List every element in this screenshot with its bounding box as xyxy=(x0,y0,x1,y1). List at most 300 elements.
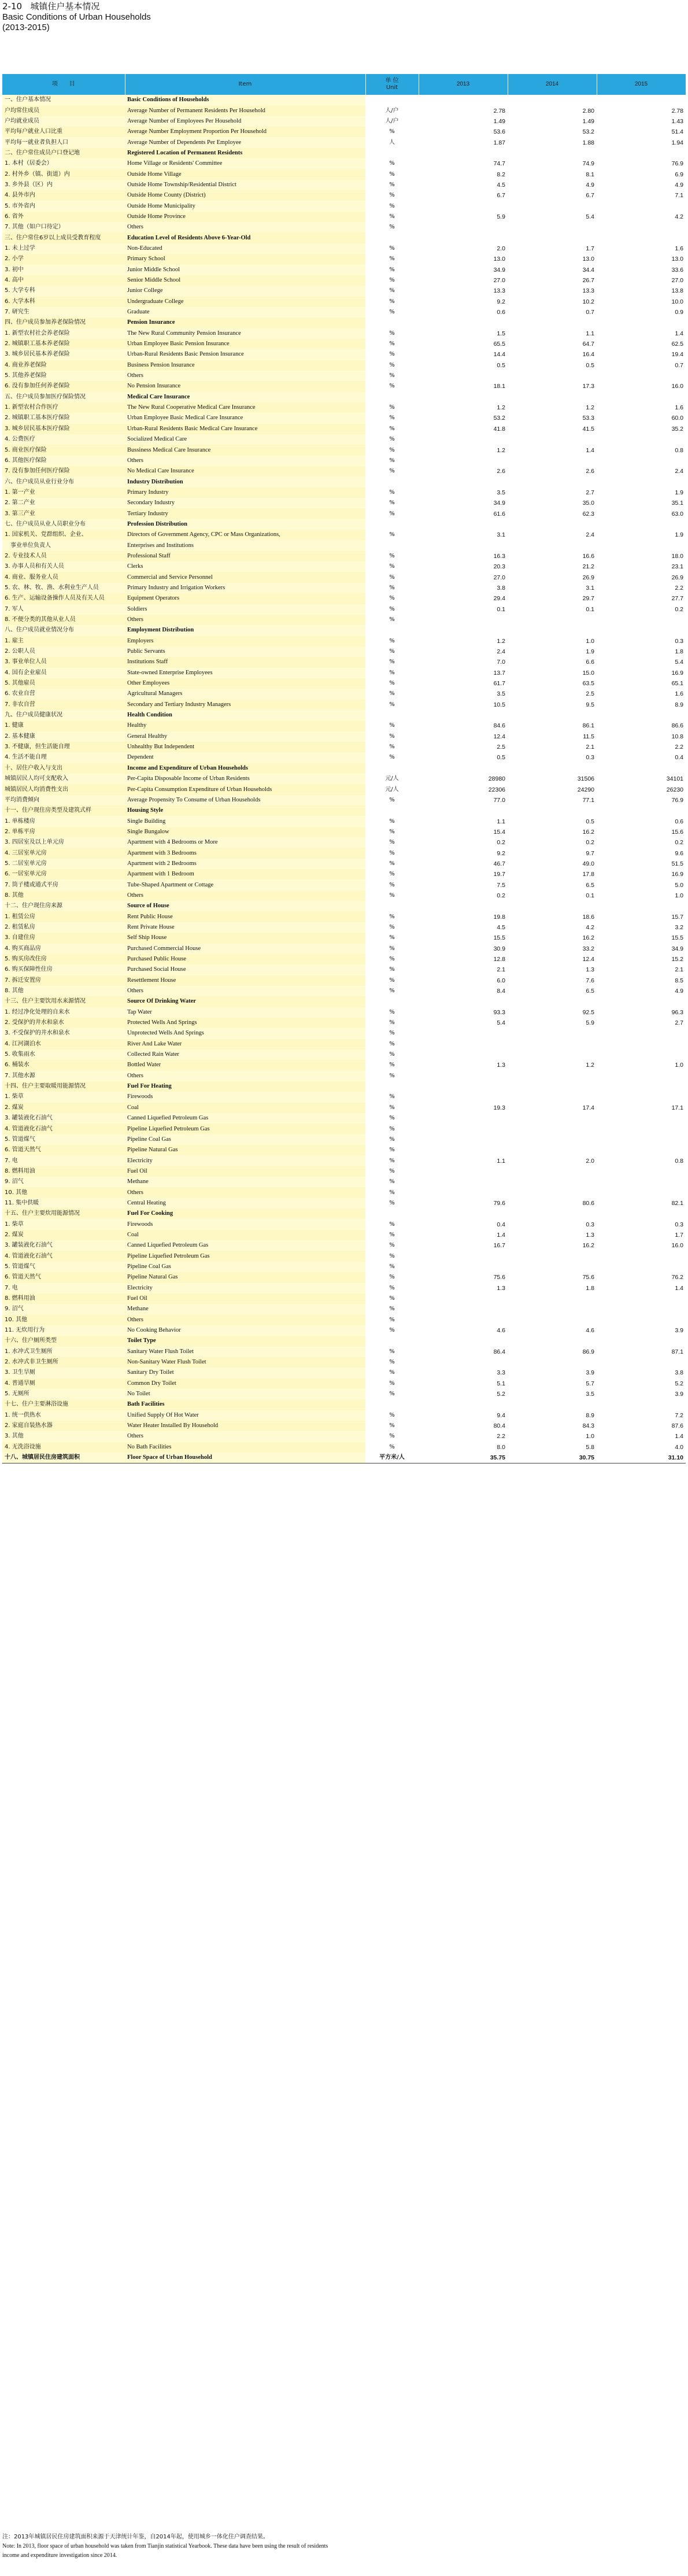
table-row xyxy=(2,848,686,858)
value-2015-cell xyxy=(597,1357,686,1368)
value-2013-cell xyxy=(419,1208,508,1219)
value-2014-cell: 41.5 xyxy=(508,424,597,434)
item-en-cell: Bottled Water xyxy=(127,1062,161,1069)
item-en-cell: General Healthy xyxy=(127,733,168,740)
value-2013-cell xyxy=(419,476,508,487)
unit-cell: % xyxy=(365,275,419,286)
unit-cell: % xyxy=(365,349,419,360)
value-2015-cell: 35.1 xyxy=(597,498,686,508)
value-2015-cell xyxy=(597,615,686,625)
item-en-cell: Socialized Medical Care xyxy=(127,436,187,443)
value-2014-cell xyxy=(508,1123,597,1134)
item-cn-cell: 6. 生产、运输设备操作人员及有关人员 xyxy=(5,595,105,602)
item-cn-cell: 7. 拆迁安置房 xyxy=(5,977,41,984)
value-2013-cell xyxy=(419,222,508,232)
value-2014-cell: 92.5 xyxy=(508,1007,597,1018)
value-2015-cell: 96.3 xyxy=(597,1007,686,1018)
unit-cell xyxy=(365,95,419,105)
table-row xyxy=(2,1007,686,1018)
item-cn-cell: 4. 生活不能自理 xyxy=(5,754,47,761)
item-en-cell: Single Bungalow xyxy=(127,828,169,835)
value-2014-cell xyxy=(508,1145,597,1155)
value-2013-cell xyxy=(419,1049,508,1060)
item-cn-cell: 十八、城镇居民住房建筑面积 xyxy=(2,1453,125,1463)
item-cn-cell: 十二、住户现住房来源 xyxy=(5,903,62,910)
value-2014-cell: 17.8 xyxy=(508,869,597,879)
table-row xyxy=(2,1177,686,1187)
unit-cell: % xyxy=(365,222,419,232)
header-item-cn: 项 目 xyxy=(2,74,125,95)
item-en-cell: Healthy xyxy=(127,722,147,729)
value-2015-cell xyxy=(597,95,686,105)
value-2015-cell: 5.4 xyxy=(597,657,686,667)
item-cn-cell: 十一、住户现住房类型及建筑式样 xyxy=(5,807,91,814)
value-2013-cell xyxy=(419,805,508,816)
item-cn-cell: 1. 柴草 xyxy=(5,1093,24,1100)
item-cn-cell: 3. 事业单位人员 xyxy=(5,659,47,666)
item-en-cell: Undergraduate College xyxy=(127,298,184,305)
item-cn-cell: 1. 经过净化处理的自来水 xyxy=(5,1008,70,1015)
value-2013-cell: 1.87 xyxy=(419,137,508,147)
item-cn-cell: 2. 城镇职工基本养老保险 xyxy=(5,341,70,348)
item-en-cell: Urban Employee Basic Medical Care Insurance xyxy=(127,415,243,422)
item-cn-cell: 8. 其他 xyxy=(5,988,24,995)
value-2013-cell: 0.2 xyxy=(419,837,508,848)
table-row xyxy=(2,1283,686,1293)
item-en-cell: Urban-Rural Residents Basic Medical Care Insurance xyxy=(127,425,258,432)
table-row xyxy=(2,1410,686,1421)
item-en-cell: Average Number of Dependents Per Employee xyxy=(127,139,242,146)
value-2015-cell: 26.9 xyxy=(597,572,686,582)
value-2014-cell: 1.7 xyxy=(508,243,597,254)
item-cn-cell: 7. 研究生 xyxy=(5,309,29,316)
value-2015-cell: 15.6 xyxy=(597,827,686,837)
item-en-cell: Health Condition xyxy=(127,712,172,719)
item-en-cell: Fuel For Heating xyxy=(127,1083,172,1090)
unit-cell: % xyxy=(365,1007,419,1018)
item-en-cell: No Toilet xyxy=(127,1391,150,1398)
value-2013-cell xyxy=(419,1092,508,1102)
value-2014-cell: 16.4 xyxy=(508,349,597,360)
item-en-cell: River And Lake Water xyxy=(127,1040,182,1047)
value-2013-cell xyxy=(419,1145,508,1155)
table-row xyxy=(2,243,686,254)
item-en-cell: Fuel Oil xyxy=(127,1295,147,1302)
value-2014-cell xyxy=(508,901,597,911)
value-2015-cell xyxy=(597,1251,686,1261)
table-row xyxy=(2,752,686,763)
value-2015-cell: 1.9 xyxy=(597,487,686,498)
value-2014-cell xyxy=(508,476,597,487)
value-2015-cell: 1.9 xyxy=(597,530,686,540)
item-en-cell: Primary Industry and Irrigation Workers xyxy=(127,584,225,591)
item-cn-cell: 5. 管道煤气 xyxy=(5,1136,35,1143)
value-2013-cell xyxy=(419,1177,508,1187)
table-row xyxy=(2,1368,686,1378)
unit-cell: 人/户 xyxy=(365,116,419,127)
value-2013-cell: 18.1 xyxy=(419,381,508,391)
value-2014-cell xyxy=(508,1039,597,1049)
item-en-cell: Coal xyxy=(127,1104,139,1111)
table-row xyxy=(2,212,686,222)
value-2015-cell: 2.7 xyxy=(597,1018,686,1028)
table-row xyxy=(2,169,686,179)
value-2014-cell: 5.9 xyxy=(508,1018,597,1028)
value-2014-cell: 1.88 xyxy=(508,137,597,147)
unit-cell: % xyxy=(365,859,419,869)
unit-cell: % xyxy=(365,201,419,211)
value-2015-cell: 4.9 xyxy=(597,986,686,996)
table-row xyxy=(2,402,686,413)
value-2014-cell xyxy=(508,201,597,211)
value-2014-cell xyxy=(508,1336,597,1346)
table-row xyxy=(2,668,686,678)
unit-cell: % xyxy=(365,1092,419,1102)
value-2013-cell: 30.9 xyxy=(419,944,508,954)
value-2015-cell: 76.2 xyxy=(597,1272,686,1283)
item-en-cell: Others xyxy=(127,988,143,995)
table-row xyxy=(2,434,686,445)
table-row xyxy=(2,890,686,901)
value-2014-cell: 3.1 xyxy=(508,583,597,593)
item-cn-cell: 2. 受保护的井水和泉水 xyxy=(5,1019,64,1026)
table-row xyxy=(2,328,686,339)
item-cn-cell: 户均常住成员 xyxy=(5,107,39,114)
value-2013-cell: 15.4 xyxy=(419,827,508,837)
unit-cell: % xyxy=(365,1166,419,1177)
value-2013-cell: 4.5 xyxy=(419,180,508,190)
item-en-cell: Rent Private House xyxy=(127,923,175,930)
value-2013-cell: 13.3 xyxy=(419,286,508,296)
item-cn-cell: 七、住户成员从业人员职业分布 xyxy=(5,520,86,527)
value-2013-cell xyxy=(419,317,508,328)
item-en-cell: Pension Insurance xyxy=(127,319,175,326)
value-2015-cell: 82.1 xyxy=(597,1198,686,1208)
unit-cell: % xyxy=(365,1177,419,1187)
item-en-cell: Others xyxy=(127,372,143,379)
value-2015-cell xyxy=(597,434,686,445)
value-2014-cell xyxy=(508,1187,597,1198)
value-2015-cell xyxy=(597,996,686,1007)
table-row xyxy=(2,593,686,604)
value-2013-cell: 61.6 xyxy=(419,508,508,519)
item-en-cell: Junior Middle School xyxy=(127,266,180,273)
value-2015-cell xyxy=(597,371,686,381)
item-en-cell: Others xyxy=(127,1072,143,1079)
table-row xyxy=(2,1378,686,1389)
value-2014-cell: 1.3 xyxy=(508,1230,597,1240)
item-en-cell: Bath Facilities xyxy=(127,1401,165,1408)
value-2013-cell xyxy=(419,615,508,625)
value-2013-cell: 1.2 xyxy=(419,402,508,413)
unit-cell: % xyxy=(365,636,419,646)
value-2013-cell: 5.9 xyxy=(419,212,508,222)
unit-cell: % xyxy=(365,646,419,657)
value-2014-cell xyxy=(508,1071,597,1081)
value-2015-cell: 1.6 xyxy=(597,402,686,413)
value-2013-cell: 1.3 xyxy=(419,1283,508,1293)
value-2015-cell: 65.1 xyxy=(597,678,686,689)
item-en-cell: Income and Expenditure of Urban Households xyxy=(127,764,248,771)
value-2014-cell: 1.2 xyxy=(508,402,597,413)
value-2013-cell: 2.78 xyxy=(419,105,508,116)
value-2015-cell: 0.3 xyxy=(597,636,686,646)
value-2014-cell: 3.9 xyxy=(508,1368,597,1378)
value-2013-cell: 10.5 xyxy=(419,700,508,710)
item-cn-cell: 1. 第一产业 xyxy=(5,489,35,496)
table-row xyxy=(2,413,686,423)
value-2015-cell: 8.9 xyxy=(597,700,686,710)
item-cn-cell: 5. 农、林、牧、渔、水利业生产人员 xyxy=(5,584,99,591)
table-year-range: (2013-2015) xyxy=(2,23,50,32)
value-2015-cell: 0.6 xyxy=(597,816,686,826)
value-2014-cell: 24290 xyxy=(508,784,597,794)
item-en-cell: Others xyxy=(127,224,143,231)
unit-cell: % xyxy=(365,1230,419,1240)
footnote-en-line2: income and expenditure investigation since 2014. xyxy=(2,2552,117,2559)
value-2015-cell: 3.2 xyxy=(597,922,686,933)
item-en-cell: Fuel For Cooking xyxy=(127,1210,173,1217)
value-2014-cell: 1.9 xyxy=(508,646,597,657)
item-cn-cell: 1. 雇主 xyxy=(5,637,24,644)
value-2014-cell xyxy=(508,434,597,445)
header-unit-cn: 单 位 xyxy=(385,77,399,84)
value-2014-cell: 16.2 xyxy=(508,1240,597,1251)
item-cn-cell: 9. 沼气 xyxy=(5,1178,24,1185)
table-row xyxy=(2,561,686,572)
item-cn-cell: 4. 普通旱厕 xyxy=(5,1380,35,1387)
value-2013-cell: 0.5 xyxy=(419,752,508,763)
unit-cell: % xyxy=(365,1283,419,1293)
value-2015-cell xyxy=(597,1039,686,1049)
table-row xyxy=(2,1018,686,1028)
value-2015-cell: 0.2 xyxy=(597,604,686,615)
unit-cell: % xyxy=(365,890,419,901)
table-row xyxy=(2,1347,686,1357)
table-row xyxy=(2,615,686,625)
item-cn-cell: 9. 沼气 xyxy=(5,1306,24,1313)
value-2014-cell xyxy=(508,1251,597,1261)
unit-cell: % xyxy=(365,593,419,604)
item-cn-cell: 2. 煤炭 xyxy=(5,1231,24,1238)
value-2015-cell: 26230 xyxy=(597,784,686,794)
value-2014-cell: 29.7 xyxy=(508,593,597,604)
value-2015-cell xyxy=(597,1262,686,1272)
value-2014-cell xyxy=(508,1134,597,1145)
value-2013-cell xyxy=(419,1304,508,1314)
value-2015-cell: 0.4 xyxy=(597,752,686,763)
value-2013-cell: 53.6 xyxy=(419,127,508,137)
item-cn-cell: 4. 三居室单元房 xyxy=(5,849,47,856)
table-row xyxy=(2,286,686,296)
table-row xyxy=(2,795,686,805)
table-row xyxy=(2,158,686,169)
value-2015-cell xyxy=(597,1123,686,1134)
table-row xyxy=(2,487,686,498)
item-en-cell: Registered Location of Permanent Residents xyxy=(127,149,243,156)
item-en-cell: Urban Employee Basic Pension Insurance xyxy=(127,341,230,348)
value-2014-cell: 11.5 xyxy=(508,731,597,742)
value-2014-cell xyxy=(508,1049,597,1060)
value-2013-cell: 65.5 xyxy=(419,339,508,349)
table-row xyxy=(2,1187,686,1198)
item-en-cell: Pipeline Coal Gas xyxy=(127,1136,171,1143)
item-en-cell: Primary Industry xyxy=(127,489,169,496)
item-en-cell: Unhealthy But Independent xyxy=(127,744,195,751)
value-2013-cell xyxy=(419,1134,508,1145)
value-2015-cell xyxy=(597,1049,686,1060)
unit-cell: 元/人 xyxy=(365,774,419,784)
item-cn-cell: 7. 非农自营 xyxy=(5,701,35,708)
table-row xyxy=(2,1166,686,1177)
item-en-cell: Apartment with 1 Bedroom xyxy=(127,871,194,878)
item-en-cell: Others xyxy=(127,457,143,464)
item-cn-cell: 5. 其他养老保险 xyxy=(5,372,47,379)
title-block xyxy=(2,1,685,33)
item-en-cell: Urban-Rural Residents Basic Pension Insurance xyxy=(127,351,244,358)
value-2014-cell: 62.3 xyxy=(508,508,597,519)
item-cn-cell: 3. 城乡居民基本养老保险 xyxy=(5,351,70,358)
table-row xyxy=(2,922,686,933)
table-row xyxy=(2,180,686,190)
unit-cell: % xyxy=(365,190,419,201)
value-2015-cell: 1.0 xyxy=(597,890,686,901)
value-2013-cell: 74.7 xyxy=(419,158,508,169)
table-row xyxy=(2,349,686,360)
item-en-cell: Soldiers xyxy=(127,605,147,612)
unit-cell: % xyxy=(365,456,419,466)
item-en-cell: Business Pension Insurance xyxy=(127,361,195,368)
value-2014-cell: 0.5 xyxy=(508,360,597,371)
unit-cell: % xyxy=(365,127,419,137)
value-2013-cell: 80.4 xyxy=(419,1421,508,1431)
item-cn-cell: 十六、住户厕所类型 xyxy=(5,1337,57,1344)
value-2013-cell: 1.4 xyxy=(419,1230,508,1240)
unit-cell: 人 xyxy=(365,137,419,147)
item-cn-cell: 1. 新型农村合作医疗 xyxy=(5,404,58,411)
table-row xyxy=(2,1431,686,1442)
value-2014-cell: 5.4 xyxy=(508,212,597,222)
value-2013-cell: 3.1 xyxy=(419,530,508,540)
value-2013-cell: 20.3 xyxy=(419,561,508,572)
value-2015-cell: 9.6 xyxy=(597,848,686,858)
value-2014-cell xyxy=(508,148,597,158)
item-cn-cell: 7. 电 xyxy=(5,1284,18,1291)
header-item-en: Item xyxy=(125,74,365,95)
item-cn-cell: 1. 租赁公房 xyxy=(5,913,35,920)
unit-cell: % xyxy=(365,922,419,933)
value-2013-cell xyxy=(419,1113,508,1123)
value-2013-cell: 14.4 xyxy=(419,349,508,360)
value-2013-cell: 13.7 xyxy=(419,668,508,678)
value-2014-cell: 1.2 xyxy=(508,1060,597,1070)
item-cn-cell: 5. 商业医疗保险 xyxy=(5,446,47,453)
item-cn-cell: 4. 管道液化石油气 xyxy=(5,1125,53,1132)
table-row xyxy=(2,127,686,137)
value-2013-cell xyxy=(419,540,508,550)
section-header-row xyxy=(2,996,686,1007)
table-row xyxy=(2,508,686,519)
unit-cell xyxy=(365,625,419,635)
value-2013-cell: 12.4 xyxy=(419,731,508,742)
item-cn-cell: 1. 单栋楼房 xyxy=(5,818,35,825)
table-row xyxy=(2,657,686,667)
unit-cell: % xyxy=(365,1304,419,1314)
unit-cell: % xyxy=(365,933,419,943)
value-2015-cell xyxy=(597,148,686,158)
value-2015-cell xyxy=(597,540,686,550)
item-cn-cell: 1. 健康 xyxy=(5,722,24,729)
section-header-row xyxy=(2,763,686,774)
value-2013-cell: 1.5 xyxy=(419,328,508,339)
unit-cell: % xyxy=(365,413,419,423)
item-cn-cell: 2. 煤炭 xyxy=(5,1104,24,1111)
item-cn-cell: 11. 无炊用行为 xyxy=(5,1327,45,1334)
item-cn-cell: 5. 二居室单元房 xyxy=(5,860,47,867)
value-2013-cell xyxy=(419,519,508,530)
unit-cell: % xyxy=(365,1134,419,1145)
value-2014-cell xyxy=(508,1028,597,1038)
unit-cell xyxy=(365,805,419,816)
value-2013-cell: 2.5 xyxy=(419,742,508,752)
item-cn-cell: 二、住户常住成员户口登记地 xyxy=(5,149,80,156)
section-header-row xyxy=(2,317,686,328)
table-row xyxy=(2,265,686,275)
data-table xyxy=(2,74,686,1463)
item-en-cell: Others xyxy=(127,1433,143,1440)
table-row xyxy=(2,731,686,742)
unit-cell: % xyxy=(365,297,419,307)
value-2014-cell: 2.4 xyxy=(508,530,597,540)
table-row xyxy=(2,1092,686,1102)
item-cn-cell: 3. 乡外县（区）内 xyxy=(5,181,53,188)
value-2013-cell xyxy=(419,201,508,211)
item-cn-cell: 户均就业成员 xyxy=(5,117,39,124)
unit-cell: % xyxy=(365,561,419,572)
value-2015-cell: 8.5 xyxy=(597,975,686,986)
value-2014-cell: 21.2 xyxy=(508,561,597,572)
value-2015-cell: 62.5 xyxy=(597,339,686,349)
section-header-row xyxy=(2,901,686,911)
unit-cell: % xyxy=(365,360,419,371)
value-2013-cell: 6.0 xyxy=(419,975,508,986)
unit-cell: % xyxy=(365,1049,419,1060)
value-2013-cell: 9.4 xyxy=(419,1410,508,1421)
section-header-row xyxy=(2,1081,686,1092)
value-2014-cell: 5.8 xyxy=(508,1442,597,1453)
item-en-cell: Commercial and Service Personnel xyxy=(127,574,213,581)
item-cn-cell: 6. 农业自营 xyxy=(5,690,35,697)
item-cn-cell: 4. 购买商品房 xyxy=(5,945,41,952)
value-2013-cell: 0.5 xyxy=(419,360,508,371)
item-en-cell: Public Servants xyxy=(127,648,165,655)
value-2014-cell: 33.2 xyxy=(508,944,597,954)
item-en-cell: Non-Educated xyxy=(127,245,162,252)
value-2013-cell: 1.2 xyxy=(419,445,508,455)
value-2015-cell xyxy=(597,1166,686,1177)
value-2014-cell: 0.1 xyxy=(508,890,597,901)
value-2015-cell xyxy=(597,476,686,487)
value-2014-cell: 35.0 xyxy=(508,498,597,508)
unit-cell: % xyxy=(365,848,419,858)
value-2013-cell: 8.0 xyxy=(419,1442,508,1453)
value-2013-cell: 12.8 xyxy=(419,954,508,964)
value-2015-cell xyxy=(597,1315,686,1325)
unit-cell xyxy=(365,996,419,1007)
unit-cell: % xyxy=(365,1262,419,1272)
item-cn-cell: 1. 未上过学 xyxy=(5,245,35,252)
value-2014-cell: 1.0 xyxy=(508,636,597,646)
